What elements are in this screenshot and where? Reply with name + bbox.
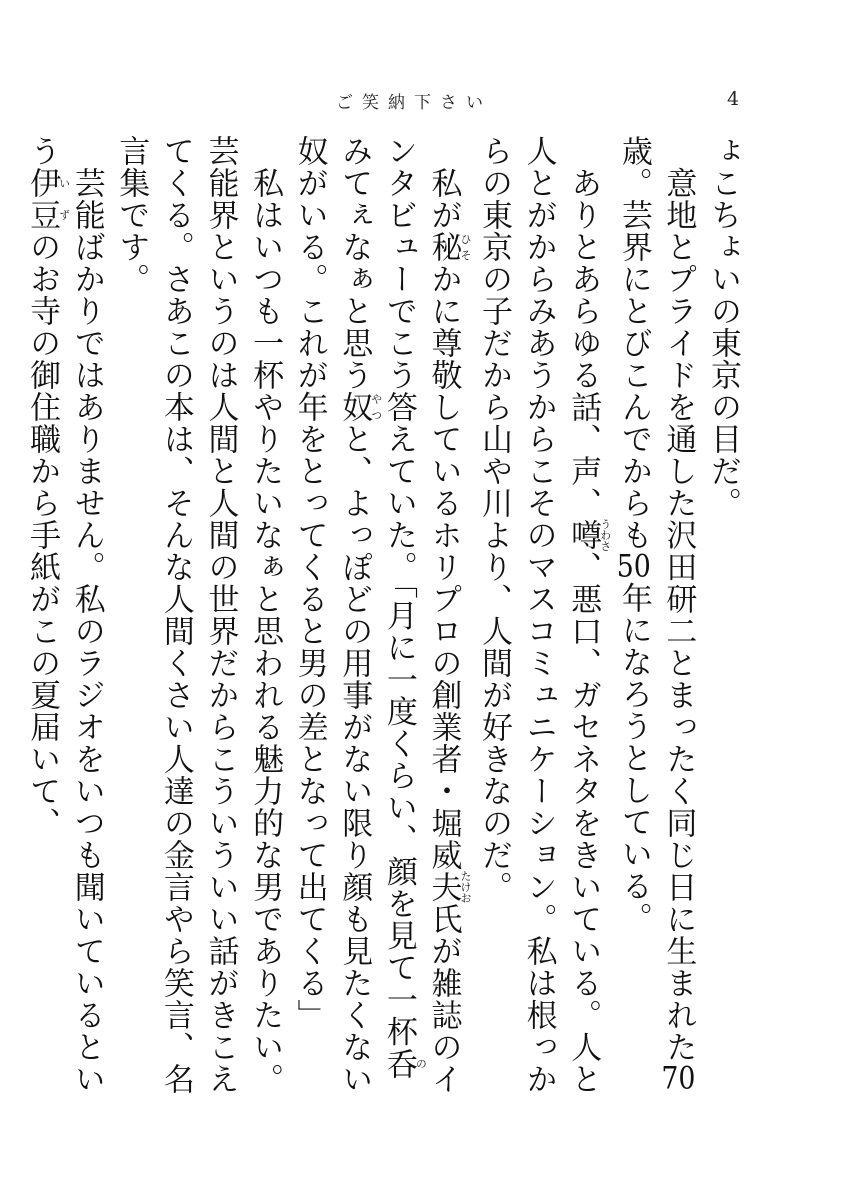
text-run: 私が <box>425 135 462 231</box>
page-number: 4 <box>727 88 740 110</box>
ruby-reading: ひそ <box>458 231 472 263</box>
ruby-reading: うわさ <box>598 518 612 552</box>
ruby-base: 秘 <box>425 231 462 263</box>
ruby-reading: たけお <box>458 870 472 904</box>
furigana-word <box>425 231 472 263</box>
text-run: と、よっぽどの用事がない限り顔も見たくない奴がいる。これが年をとってくると男の差となって出てくる」 <box>291 135 373 1095</box>
furigana-word <box>24 167 71 231</box>
text-run: 歳。芸界にとびこんでからも <box>615 135 652 551</box>
numeral: 50 <box>616 551 651 582</box>
paragraph <box>20 135 109 1095</box>
text-run: 氏が雑誌のインタビューでこう答えていた。「月に一度くらい、顔を見て一杯 <box>380 135 462 1095</box>
furigana-word <box>336 391 383 423</box>
ruby-base: 夫 <box>425 870 462 904</box>
text-run: 私はいつも一杯やりたいなぁと思われる魅力的な男でありたい。芸能界というのは人間と人間の世界だからこういういい話がきこえてくる。さあこの本は、そんな人間くさい人達の金言やら笑言、名言集です。 <box>113 135 284 1095</box>
text-run: 、悪口、ガセネタをきいている。人と人とがからみあうからこそのマスコミュニケーション。私は根っからの東京の子だから山や川より、人間が好きなのだ。 <box>476 135 602 1095</box>
ruby-reading: やつ <box>369 391 383 423</box>
running-title: ご笑納下さい <box>336 93 492 113</box>
paragraph <box>611 135 700 1095</box>
furigana-word <box>380 1047 428 1080</box>
paragraph <box>471 135 611 1095</box>
text-run: 年になろうとしている。 <box>615 582 652 934</box>
furigana-word <box>425 870 472 904</box>
paragraph <box>700 135 745 1095</box>
numeral: 70 <box>661 1063 696 1094</box>
paragraph <box>287 135 471 1095</box>
ruby-base: 呑 <box>380 1047 417 1080</box>
ruby-base: 噂 <box>565 518 602 552</box>
text-run: かに尊敬しているホリプロの創業者・堀威 <box>425 263 462 871</box>
text-run: ょこちょいの東京の目だ。 <box>705 135 741 519</box>
body-text <box>24 135 745 1095</box>
text-run: 芸能ばかりではありません。私のラジオをいつも聞いているという <box>24 135 105 1095</box>
running-header <box>0 88 841 118</box>
furigana-word <box>565 518 612 552</box>
ruby-base: 奴 <box>336 391 373 423</box>
paragraph <box>109 135 287 1095</box>
ruby-reading: いず <box>57 167 71 231</box>
ruby-base: 伊豆 <box>24 167 61 231</box>
text-run: 意地とプライドを通した沢田研二とまったく同じ日に生まれた <box>660 135 697 1063</box>
text-run: ありとあらゆる話、声、 <box>565 135 602 519</box>
ruby-reading: の <box>414 1047 428 1080</box>
text-run: みてぇなぁと思う <box>336 135 373 391</box>
text-run: のお寺の御住職から手紙がこの夏届いて、 <box>24 231 61 839</box>
